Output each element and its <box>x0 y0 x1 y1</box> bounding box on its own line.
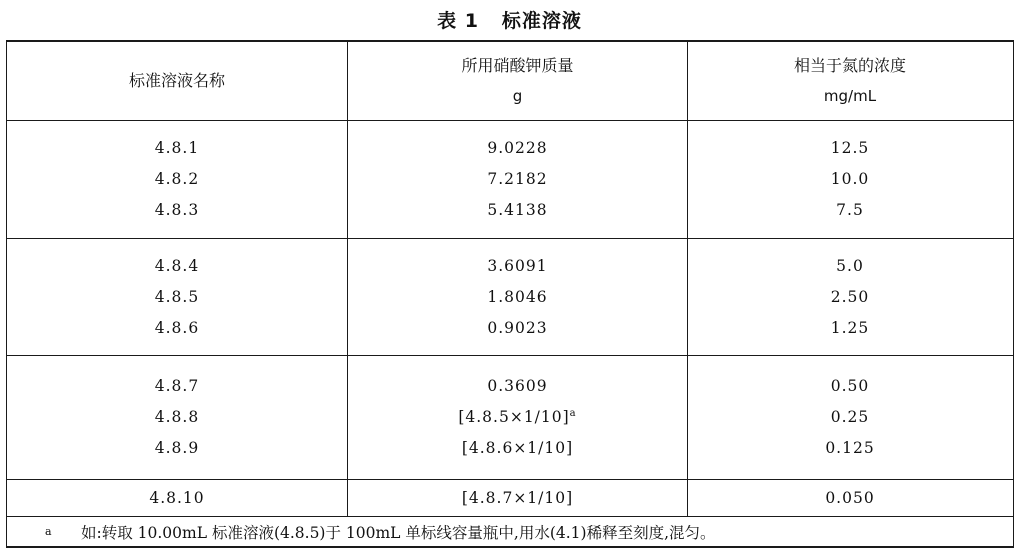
solution-name: 4.8.3 <box>154 201 200 219</box>
footnote-mark: a <box>45 525 52 538</box>
solution-name: 4.8.5 <box>154 287 200 306</box>
group-cell-mass <box>347 356 687 479</box>
mass-value: [4.8.6×1/10] <box>461 439 574 457</box>
mass-value-with-note <box>458 402 576 433</box>
header-mass-unit: g <box>512 87 523 105</box>
concentration-value: 12.5 <box>830 139 870 157</box>
concentration-value: 5.0 <box>836 256 864 275</box>
mass-value: 5.4138 <box>487 201 548 219</box>
concentration-value: 2.50 <box>830 287 870 306</box>
solution-name: 4.8.8 <box>154 408 200 426</box>
header-cell-name <box>7 42 347 120</box>
table-footnote <box>7 517 1013 547</box>
mass-value: 9.0228 <box>487 139 548 157</box>
mass-value: 1.8046 <box>487 287 548 306</box>
group-cell-concentration <box>687 356 1012 479</box>
group-cell-mass <box>347 480 687 516</box>
solution-name: 4.8.6 <box>154 318 200 337</box>
table-row-group <box>7 239 1013 356</box>
header-concentration-unit: mg/mL <box>823 87 877 105</box>
header-cell-concentration <box>687 42 1012 120</box>
mass-value: 0.3609 <box>487 377 548 395</box>
mass-value: [4.8.5×1/10] <box>458 408 570 426</box>
group-cell-mass <box>347 239 687 355</box>
concentration-value: 7.5 <box>836 201 864 219</box>
group-cell-name <box>7 121 347 238</box>
group-cell-concentration <box>687 480 1012 516</box>
table-row-group <box>7 356 1013 480</box>
concentration-value: 0.125 <box>825 439 875 457</box>
solution-name: 4.8.7 <box>154 377 200 395</box>
header-name-label: 标准溶液名称 <box>128 71 225 90</box>
concentration-value: 0.050 <box>825 488 875 507</box>
concentration-value: 1.25 <box>830 318 870 337</box>
table-row-group <box>7 480 1013 517</box>
solution-name: 4.8.2 <box>154 170 200 188</box>
group-cell-concentration <box>687 239 1012 355</box>
solution-name: 4.8.10 <box>149 488 205 507</box>
group-cell-name <box>7 480 347 516</box>
group-cell-mass <box>347 121 687 238</box>
mass-value: 0.9023 <box>487 318 548 337</box>
standard-solution-table <box>6 40 1014 548</box>
mass-value: 7.2182 <box>487 170 548 188</box>
header-cell-mass <box>347 42 687 120</box>
table-row-group <box>7 121 1013 239</box>
concentration-value: 10.0 <box>830 170 870 188</box>
mass-value: [4.8.7×1/10] <box>461 488 574 507</box>
group-cell-name <box>7 356 347 479</box>
solution-name: 4.8.4 <box>154 256 200 275</box>
group-cell-name <box>7 239 347 355</box>
solution-name: 4.8.1 <box>154 139 200 157</box>
group-cell-concentration <box>687 121 1012 238</box>
mass-value: 3.6091 <box>487 256 548 275</box>
footnote-text: 如:转取 10.00mL 标准溶液(4.8.5)于 100mL 单标线容量瓶中,用水(4.1)稀释至刻度,混匀。 <box>81 524 716 542</box>
header-mass-label: 所用硝酸钾质量 <box>461 56 574 75</box>
table-caption: 表 1 标准溶液 <box>437 10 582 32</box>
header-concentration-label: 相当于氮的浓度 <box>793 56 906 75</box>
solution-name: 4.8.9 <box>154 439 200 457</box>
table-header-row <box>7 42 1013 121</box>
concentration-value: 0.25 <box>830 408 870 426</box>
footnote-reference: a <box>569 407 577 419</box>
concentration-value: 0.50 <box>830 377 870 395</box>
